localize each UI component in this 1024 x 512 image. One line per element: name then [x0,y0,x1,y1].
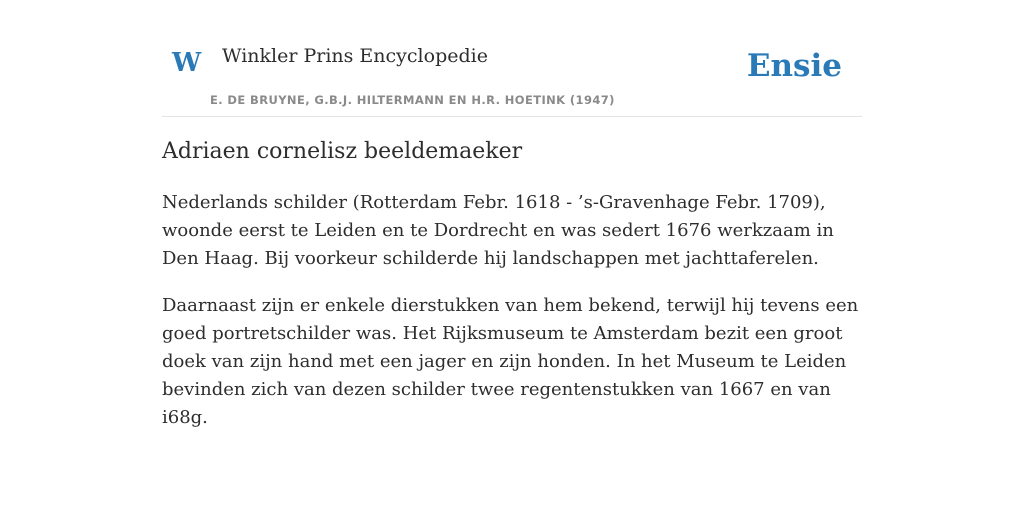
source-header [162,0,862,117]
source-authors: E. DE BRUYNE, G.B.J. HILTERMANN EN H.R. HOETINK (1947) [210,93,615,107]
source-logo[interactable]: W [172,48,202,78]
article-paragraph: Nederlands schilder (Rotterdam Febr. 1618 - ’s-Gravenhage Febr. 1709), woonde eerst te Leiden en te Dordrecht en was sedert 1676 werkzaam in Den Haag. Bij voorkeur schilderde hij landschappen met jachttaferelen. [162,191,834,269]
article [162,138,862,451]
brand-logo-link[interactable]: Ensie [746,48,842,84]
source-title[interactable]: Winkler Prins Encyclopedie [222,45,488,67]
article-title: Adriaen cornelisz beeldemaeker [162,139,523,164]
article-paragraph: Daarnaast zijn er enkele dierstukken van hem bekend, terwijl hij tevens een goed portretschilder was. Het Rijksmuseum te Amsterdam bezit een groot doek van zijn hand met een jager en zijn honden. In het Museum te Leiden bevinden zich van dezen schilder twee regentenstukken van 1667 en van i68g. [162,294,859,428]
